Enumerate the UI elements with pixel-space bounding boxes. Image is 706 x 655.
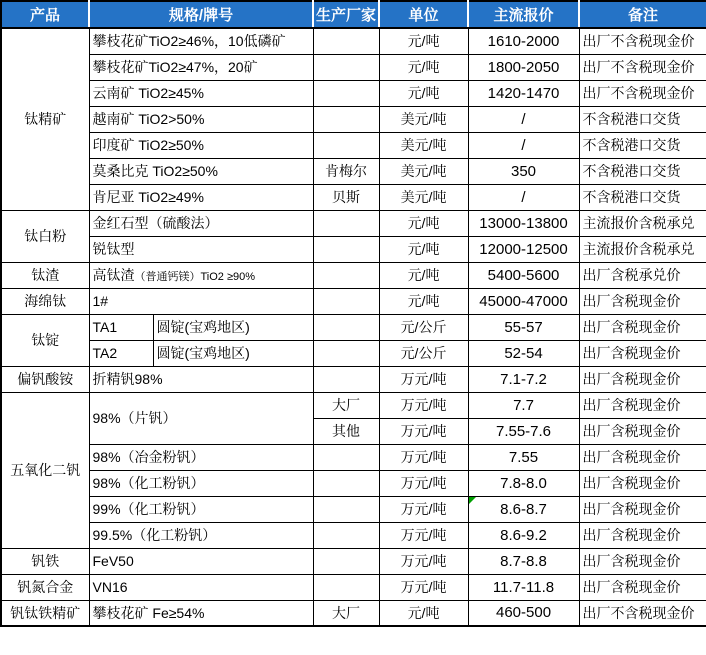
spec-cell: 攀枝花矿TiO2≥47%，20矿 (89, 54, 313, 80)
spec-cell: 98%（化工粉钒） (89, 470, 313, 496)
note-cell: 出厂含税承兑价 (579, 262, 706, 288)
table-row (1, 288, 706, 314)
spec-cell: 1# (89, 288, 313, 314)
table-row (1, 210, 706, 236)
price-cell: 7.8-8.0 (468, 470, 579, 496)
note-cell: 出厂含税现金价 (579, 496, 706, 522)
spec-cell: 肯尼亚 TiO2≥49% (89, 184, 313, 210)
producer-cell (313, 366, 379, 392)
price-cell: 12000-12500 (468, 236, 579, 262)
spec-shape-cell: 圆锭(宝鸡地区) (153, 314, 313, 340)
table-row (1, 106, 706, 132)
unit-cell: 元/吨 (379, 288, 468, 314)
price-cell: 55-57 (468, 314, 579, 340)
table-row (1, 392, 706, 418)
note-cell: 不含税港口交货 (579, 106, 706, 132)
producer-cell (313, 314, 379, 340)
note-cell: 出厂含税现金价 (579, 522, 706, 548)
spec-cell: FeV50 (89, 548, 313, 574)
note-cell: 不含税港口交货 (579, 184, 706, 210)
product-cell-amv: 偏钒酸铵 (1, 366, 89, 392)
unit-cell: 万元/吨 (379, 470, 468, 496)
producer-cell (313, 444, 379, 470)
note-cell: 出厂含税现金价 (579, 392, 706, 418)
cell-error-marker-icon (469, 497, 476, 504)
price-cell: 7.1-7.2 (468, 366, 579, 392)
price-cell: / (468, 106, 579, 132)
producer-cell (313, 522, 379, 548)
producer-cell (313, 288, 379, 314)
col-header-price: 主流报价 (468, 1, 579, 28)
unit-cell: 万元/吨 (379, 444, 468, 470)
price-cell: 460-500 (468, 600, 579, 626)
unit-cell: 元/公斤 (379, 340, 468, 366)
price-cell: 1420-1470 (468, 80, 579, 106)
table-row (1, 158, 706, 184)
table-row (1, 28, 706, 54)
producer-cell (313, 574, 379, 600)
spec-small-text: （普通钙镁）TiO2 ≥90% (134, 271, 256, 283)
unit-cell: 美元/吨 (379, 184, 468, 210)
table-row (1, 54, 706, 80)
note-cell: 出厂不含税现金价 (579, 80, 706, 106)
table-row (1, 574, 706, 600)
spec-grade-cell: TA1 (89, 314, 153, 340)
spec-cell: 越南矿 TiO2>50% (89, 106, 313, 132)
price-cell: 8.6-9.2 (468, 522, 579, 548)
note-cell: 主流报价含税承兑 (579, 236, 706, 262)
table-row (1, 496, 706, 522)
producer-cell (313, 340, 379, 366)
price-cell: 7.7 (468, 392, 579, 418)
price-cell: 13000-13800 (468, 210, 579, 236)
spec-cell: 锐钛型 (89, 236, 313, 262)
spec-cell: VN16 (89, 574, 313, 600)
table-row (1, 80, 706, 106)
unit-cell: 元/吨 (379, 28, 468, 54)
table-row (1, 340, 706, 366)
product-cell-ti-slag: 钛渣 (1, 262, 89, 288)
note-cell: 出厂含税现金价 (579, 548, 706, 574)
product-cell-ti-concentrate: 钛精矿 (1, 28, 89, 210)
unit-cell: 万元/吨 (379, 574, 468, 600)
unit-cell: 美元/吨 (379, 158, 468, 184)
note-cell: 出厂含税现金价 (579, 444, 706, 470)
table-row (1, 314, 706, 340)
table-row (1, 522, 706, 548)
spec-cell: 折精钒98% (89, 366, 313, 392)
product-cell-vtm-concentrate: 钒钛铁精矿 (1, 600, 89, 626)
spec-cell: 98%（片钒） (89, 392, 313, 444)
product-cell-fev: 钒铁 (1, 548, 89, 574)
note-cell: 出厂含税现金价 (579, 470, 706, 496)
spec-main-text: 高钛渣 (92, 267, 135, 283)
unit-cell: 万元/吨 (379, 418, 468, 444)
spec-cell: 99.5%（化工粉钒） (89, 522, 313, 548)
col-header-product: 产品 (1, 1, 89, 28)
unit-cell: 万元/吨 (379, 496, 468, 522)
price-cell (468, 496, 579, 522)
product-cell-sponge-ti: 海绵钛 (1, 288, 89, 314)
product-cell-vn-alloy: 钒氮合金 (1, 574, 89, 600)
producer-cell (313, 80, 379, 106)
unit-cell: 万元/吨 (379, 522, 468, 548)
unit-cell: 元/吨 (379, 600, 468, 626)
table-row (1, 236, 706, 262)
producer-cell (313, 496, 379, 522)
price-cell: 7.55-7.6 (468, 418, 579, 444)
price-cell: 1610-2000 (468, 28, 579, 54)
col-header-spec: 规格/牌号 (89, 1, 313, 28)
price-cell: 1800-2050 (468, 54, 579, 80)
producer-cell (313, 106, 379, 132)
price-cell: 350 (468, 158, 579, 184)
note-cell: 出厂含税现金价 (579, 366, 706, 392)
spec-cell: 攀枝花矿TiO2≥46%，10低磷矿 (89, 28, 313, 54)
producer-cell: 大厂 (313, 600, 379, 626)
product-cell-v2o5: 五氧化二钒 (1, 392, 89, 548)
note-cell: 出厂含税现金价 (579, 574, 706, 600)
price-cell: 5400-5600 (468, 262, 579, 288)
price-cell: 52-54 (468, 340, 579, 366)
col-header-producer: 生产厂家 (313, 1, 379, 28)
price-cell: 11.7-11.8 (468, 574, 579, 600)
producer-cell: 其他 (313, 418, 379, 444)
spec-grade-cell: TA2 (89, 340, 153, 366)
table-row (1, 548, 706, 574)
spec-cell: 攀枝花矿 Fe≥54% (89, 600, 313, 626)
price-text: 8.6-8.7 (500, 500, 547, 518)
spec-cell: 云南矿 TiO2≥45% (89, 80, 313, 106)
unit-cell: 万元/吨 (379, 548, 468, 574)
col-header-note: 备注 (579, 1, 706, 28)
price-cell: 45000-47000 (468, 288, 579, 314)
table-row (1, 262, 706, 288)
note-cell: 不含税港口交货 (579, 158, 706, 184)
note-cell: 不含税港口交货 (579, 132, 706, 158)
spec-cell: 莫桑比克 TiO2≥50% (89, 158, 313, 184)
unit-cell: 万元/吨 (379, 366, 468, 392)
producer-cell (313, 54, 379, 80)
product-cell-ti-ingot: 钛锭 (1, 314, 89, 366)
unit-cell: 美元/吨 (379, 132, 468, 158)
product-cell-ti-dioxide: 钛白粉 (1, 210, 89, 262)
producer-cell: 大厂 (313, 392, 379, 418)
note-cell: 出厂含税现金价 (579, 340, 706, 366)
unit-cell: 元/吨 (379, 210, 468, 236)
producer-cell (313, 28, 379, 54)
producer-cell (313, 210, 379, 236)
price-cell: 7.55 (468, 444, 579, 470)
unit-cell: 元/吨 (379, 262, 468, 288)
spec-cell: 金红石型（硫酸法） (89, 210, 313, 236)
note-cell: 出厂不含税现金价 (579, 54, 706, 80)
spec-cell (89, 262, 313, 288)
table-row (1, 366, 706, 392)
unit-cell: 美元/吨 (379, 106, 468, 132)
col-header-unit: 单位 (379, 1, 468, 28)
producer-cell (313, 132, 379, 158)
unit-cell: 元/吨 (379, 54, 468, 80)
table-row (1, 444, 706, 470)
note-cell: 出厂含税现金价 (579, 288, 706, 314)
price-cell: / (468, 184, 579, 210)
note-cell: 出厂不含税现金价 (579, 28, 706, 54)
table-row (1, 184, 706, 210)
spec-cell: 98%（冶金粉钒） (89, 444, 313, 470)
unit-cell: 万元/吨 (379, 392, 468, 418)
table-row (1, 470, 706, 496)
table-row (1, 600, 706, 626)
spec-cell: 印度矿 TiO2≥50% (89, 132, 313, 158)
producer-cell (313, 262, 379, 288)
spec-shape-cell: 圆锭(宝鸡地区) (153, 340, 313, 366)
producer-cell: 贝斯 (313, 184, 379, 210)
price-cell: 8.7-8.8 (468, 548, 579, 574)
header-row (1, 1, 706, 28)
note-cell: 出厂含税现金价 (579, 418, 706, 444)
producer-cell (313, 470, 379, 496)
producer-cell (313, 548, 379, 574)
unit-cell: 元/吨 (379, 80, 468, 106)
table-row (1, 132, 706, 158)
unit-cell: 元/公斤 (379, 314, 468, 340)
price-cell: / (468, 132, 579, 158)
producer-cell: 肯梅尔 (313, 158, 379, 184)
unit-cell: 元/吨 (379, 236, 468, 262)
producer-cell (313, 236, 379, 262)
note-cell: 出厂不含税现金价 (579, 600, 706, 626)
spec-cell: 99%（化工粉钒） (89, 496, 313, 522)
note-cell: 主流报价含税承兑 (579, 210, 706, 236)
note-cell: 出厂含税现金价 (579, 314, 706, 340)
